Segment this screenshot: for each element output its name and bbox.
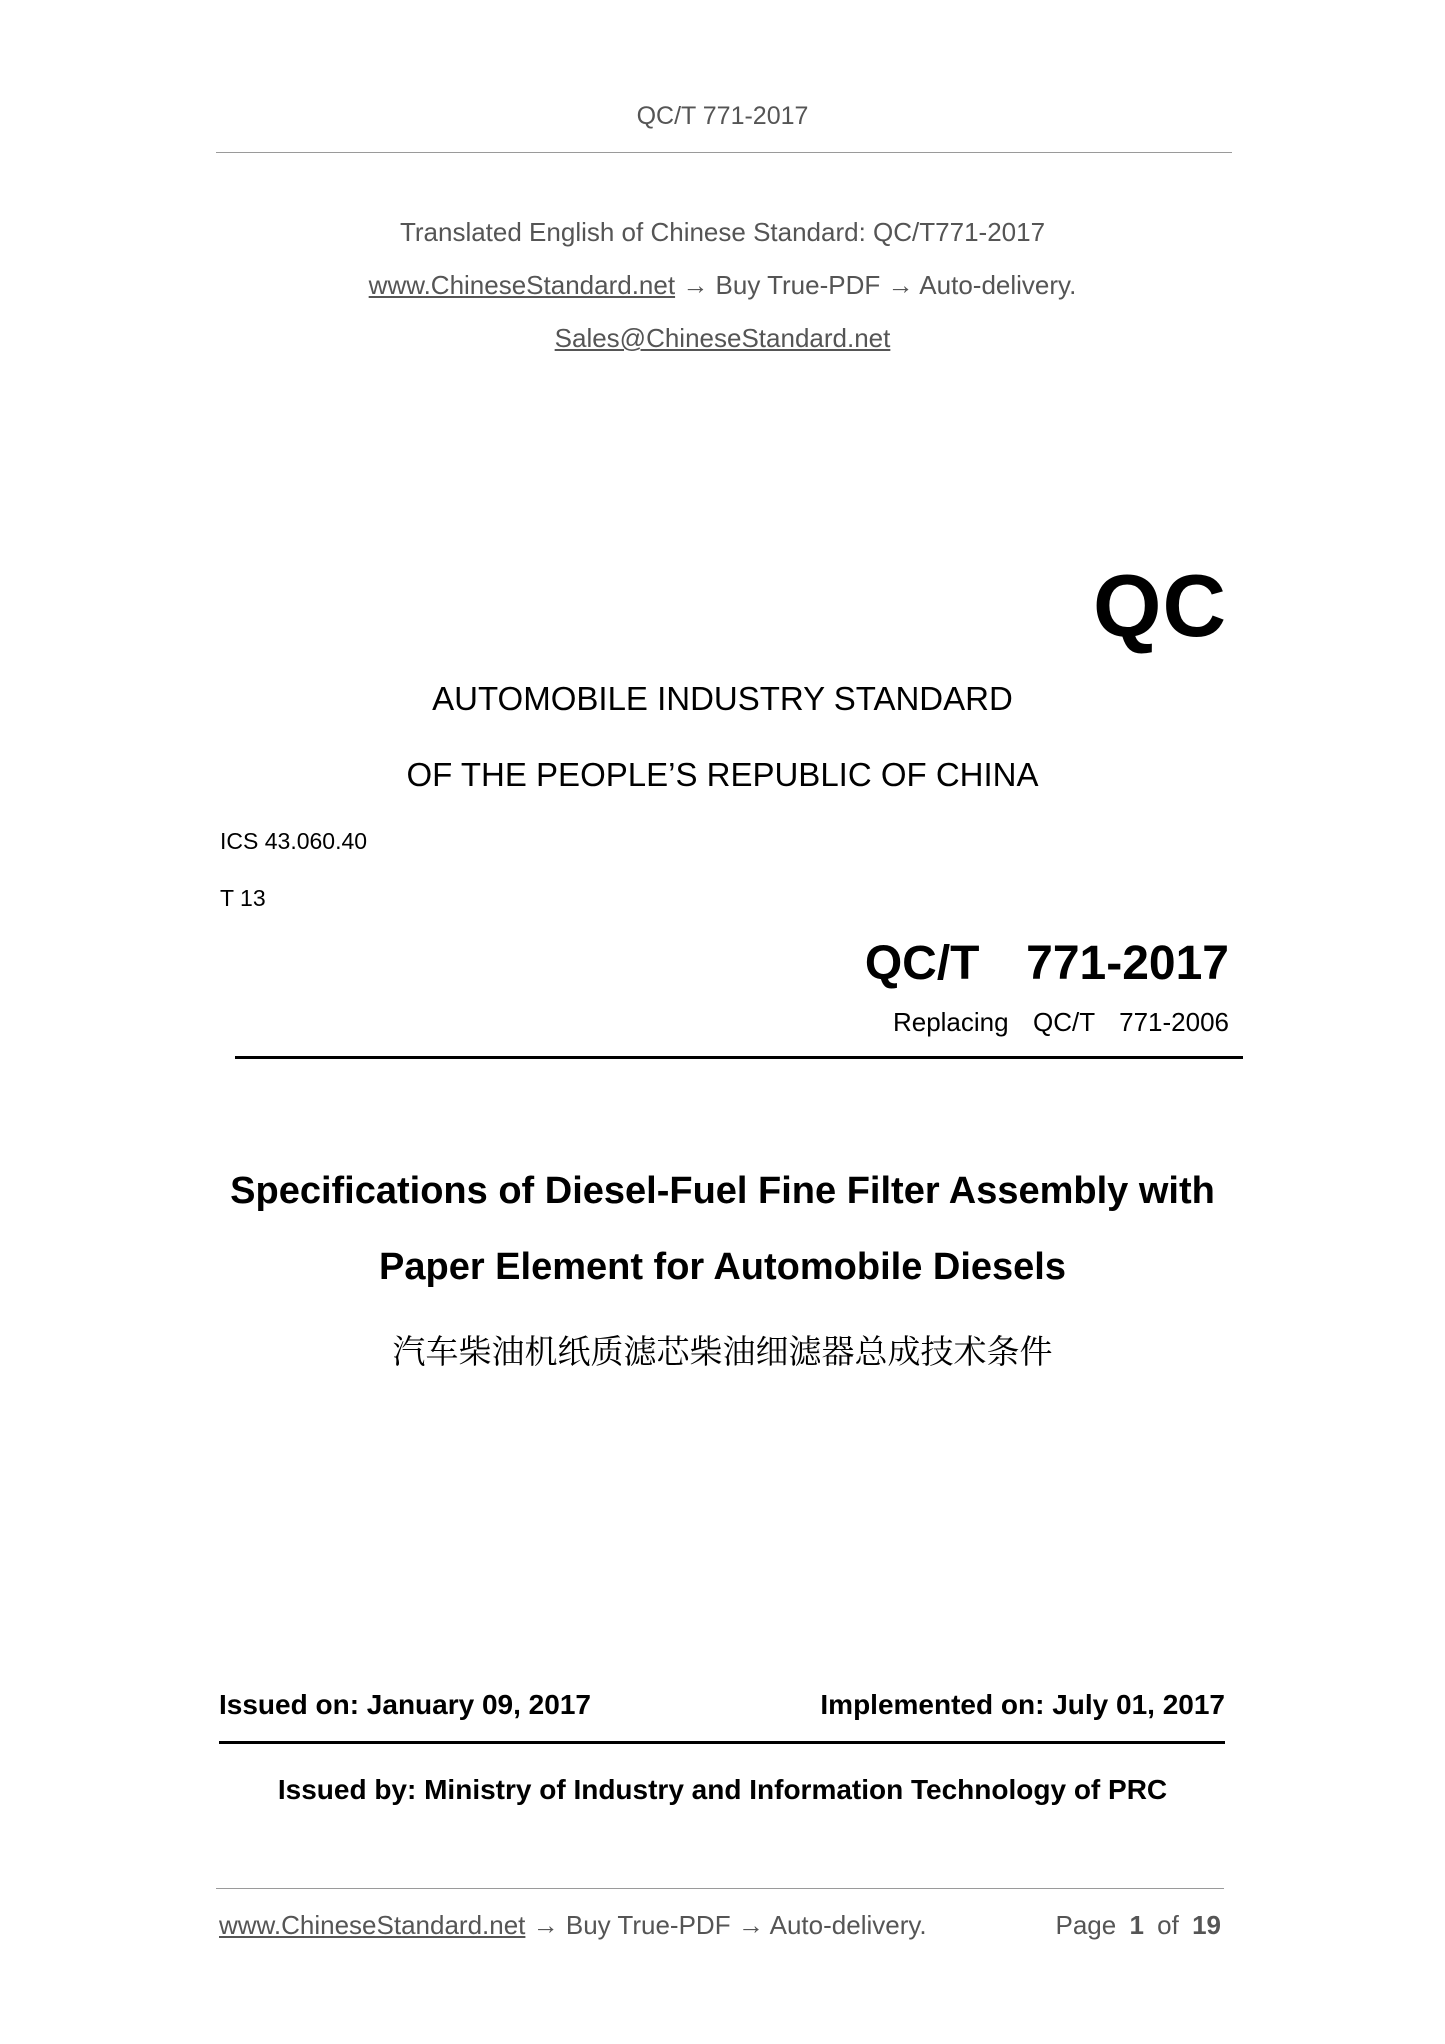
page-label: Page bbox=[1055, 1910, 1117, 1940]
standard-category-line2: OF THE PEOPLE’S REPUBLIC OF CHINA bbox=[406, 756, 1039, 793]
footer-purchase-line bbox=[219, 1910, 927, 1941]
implemented-on-date: Implemented on: July 01, 2017 bbox=[820, 1689, 1225, 1720]
email-line bbox=[0, 323, 1445, 354]
title-english-line2: Paper Element for Automobile Diesels bbox=[379, 1246, 1066, 1288]
page-total: 19 bbox=[1192, 1910, 1221, 1940]
replacing-standard: Replacing QC/T 771-2006 bbox=[892, 1007, 1229, 1037]
title-english-line1: Specifications of Diesel-Fuel Fine Filter Assembly with bbox=[230, 1170, 1215, 1212]
ccs-code: T 13 bbox=[220, 885, 266, 911]
sales-email-link[interactable]: Sales@ChineseStandard.net bbox=[554, 323, 891, 353]
footer-rule bbox=[216, 1888, 1224, 1889]
buy-text: Buy True-PDF bbox=[715, 270, 881, 300]
page-current: 1 bbox=[1129, 1910, 1144, 1940]
dates-rule bbox=[219, 1741, 1225, 1744]
divider-rule bbox=[235, 1056, 1243, 1059]
issuing-authority: Issued by: Ministry of Industry and Information Technology of PRC bbox=[277, 1774, 1168, 1805]
running-head: QC/T 771-2017 bbox=[636, 102, 809, 130]
footer-buy-text: Buy True-PDF bbox=[565, 1910, 731, 1940]
arrow-icon: → bbox=[737, 1910, 764, 1940]
header-rule bbox=[216, 152, 1232, 153]
translation-notice: Translated English of Chinese Standard: QC/T771-2017 bbox=[399, 217, 1046, 247]
qc-logo-mark: QC bbox=[1093, 556, 1227, 655]
arrow-icon: → bbox=[887, 270, 914, 300]
page-of: of bbox=[1157, 1910, 1179, 1940]
purchase-line bbox=[0, 270, 1445, 301]
issued-on-date: Issued on: January 09, 2017 bbox=[219, 1689, 591, 1720]
standard-number: QC/T 771-2017 bbox=[864, 937, 1229, 990]
site-link[interactable]: www.ChineseStandard.net bbox=[368, 270, 676, 300]
ics-code: ICS 43.060.40 bbox=[220, 828, 368, 854]
title-chinese: 汽车柴油机纸质滤芯柴油细滤器总成技术条件 bbox=[392, 1332, 1053, 1371]
footer-auto-delivery-text: Auto-delivery. bbox=[769, 1910, 927, 1940]
auto-delivery-text: Auto-delivery. bbox=[919, 270, 1077, 300]
arrow-icon: → bbox=[532, 1910, 559, 1940]
footer-site-link[interactable]: www.ChineseStandard.net bbox=[219, 1910, 526, 1940]
standard-category-line1: AUTOMOBILE INDUSTRY STANDARD bbox=[432, 680, 1013, 717]
arrow-icon: → bbox=[682, 270, 709, 300]
page-indicator bbox=[1055, 1910, 1221, 1941]
